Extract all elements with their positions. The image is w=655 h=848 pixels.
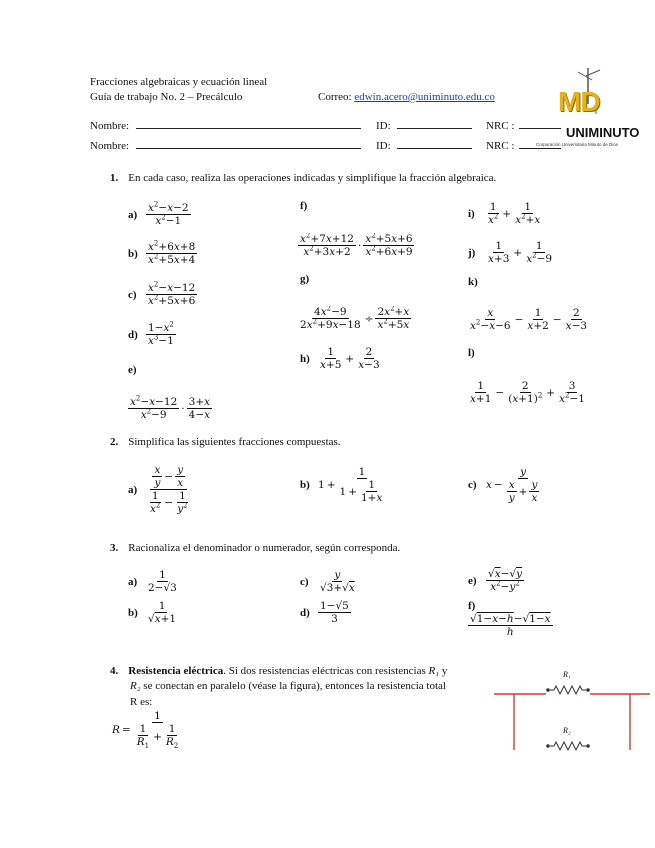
section-4-line3 bbox=[130, 696, 152, 708]
id-row-1 bbox=[376, 118, 472, 132]
section-4-text2: se conectan en paralelo (véase la figura), entonces la resistencia total bbox=[143, 680, 446, 692]
name-row-2 bbox=[90, 138, 361, 152]
fraction: $\frac{x^2-x-12}{x^2+5x+6}$ bbox=[148, 280, 196, 308]
circuit-right-wire bbox=[630, 694, 650, 750]
problem-1i: i) $\frac{1}{x^2}$ + $\frac{1}{x^2+x}$ bbox=[468, 201, 541, 227]
problem-3b bbox=[128, 600, 178, 625]
section-1-text: En cada caso, realiza las operaciones indicadas y simplifique la fracción algebraica. bbox=[128, 172, 497, 184]
problem-3f bbox=[468, 613, 553, 638]
parallel-resistance-formula: R = 1 $\frac{1}{R_1}$ + $\frac{1}{R_2}$ bbox=[112, 710, 182, 750]
problem-label: e) bbox=[468, 574, 477, 587]
section-4-text3: R es: bbox=[130, 696, 153, 708]
fraction: $\frac{x^2+5x+6}{x^2+6x+9}$ bbox=[365, 233, 413, 259]
fraction: $\frac{1}{x^2}$ bbox=[150, 490, 161, 516]
logo-letters: MD bbox=[558, 86, 600, 117]
resistor-r2 bbox=[550, 742, 586, 750]
compound-fraction: 1 $\frac{1}{R_1}$ + $\frac{1}{R_2}$ bbox=[136, 710, 179, 751]
fraction: $\frac{1}{y^2}$ bbox=[177, 490, 188, 516]
section-3-heading bbox=[110, 542, 400, 554]
fraction: $\frac{x}{x^2-x-6}$ bbox=[470, 307, 511, 333]
fraction: $\frac{1}{x+5}$ bbox=[320, 346, 342, 372]
problem-1k: $\frac{x}{x^2-x-6}$ − $\frac{1}{x+2}$ − $\frac{2}{x-3}$ bbox=[470, 307, 588, 333]
problem-1g: $\frac{4x^2-9}{2x^2+9x-18}$ ÷ $\frac{2x^2+x}{x^2+5x}$ bbox=[300, 306, 410, 332]
problem-label: g) bbox=[300, 273, 310, 285]
fraction: $\frac{2}{(x+1)^2}$ bbox=[508, 380, 543, 406]
problem-3c bbox=[300, 569, 357, 594]
r1-symbol: R₁ bbox=[428, 665, 440, 677]
section-3-number: 3. bbox=[110, 542, 119, 554]
problem-1l-label bbox=[468, 347, 486, 359]
fraction: $\frac{2}{x-3}$ bbox=[358, 346, 380, 372]
problem-3d bbox=[300, 600, 351, 625]
fraction: $\frac{1}{x^2-9}$ bbox=[526, 240, 553, 266]
problem-1g-label bbox=[300, 273, 318, 285]
problem-label: f) bbox=[468, 600, 476, 612]
id-row-2 bbox=[376, 138, 472, 152]
email-row bbox=[318, 91, 495, 103]
circuit-graphic bbox=[494, 670, 650, 752]
problem-label: c) bbox=[468, 479, 477, 492]
problem-1k-label bbox=[468, 276, 486, 288]
section-2-number: 2. bbox=[110, 436, 119, 448]
problem-label: e) bbox=[128, 364, 137, 376]
problem-label: c) bbox=[128, 288, 137, 301]
problem-label: b) bbox=[128, 247, 138, 260]
resistor-r1 bbox=[550, 686, 586, 694]
fraction: $\frac{1}{x+1}$ bbox=[470, 380, 492, 406]
section-2-text: Simplifica las siguientes fracciones compuestas. bbox=[128, 436, 341, 448]
nrc-label: NRC : bbox=[486, 120, 515, 132]
fraction: $\frac{x^2-x-12}{x^2-9}$ bbox=[130, 394, 178, 422]
section-3-text: Racionaliza el denominador o numerador, según corresponda. bbox=[128, 542, 401, 554]
problem-1l: $\frac{1}{x+1}$ − $\frac{2}{(x+1)^2}$ + $\frac{3}{x^2-1}$ bbox=[470, 380, 585, 406]
name-label: Nombre: bbox=[90, 140, 130, 152]
name-label: Nombre: bbox=[90, 120, 130, 132]
section-4-y: y bbox=[441, 665, 448, 677]
fraction: $\frac{1}{x+2}$ bbox=[527, 307, 549, 333]
id-label: ID: bbox=[376, 120, 391, 132]
section-1-number: 1. bbox=[110, 172, 119, 184]
fraction: $\frac{y}{x}$ bbox=[531, 479, 538, 505]
fraction: $\frac{1}{R_1}$ bbox=[136, 723, 150, 751]
problem-1b bbox=[128, 241, 197, 266]
circuit-left-wire bbox=[494, 694, 514, 750]
problem-label: d) bbox=[128, 328, 138, 341]
section-4-line2 bbox=[130, 680, 446, 692]
problem-1e: $\frac{x^2-x-12}{x^2-9}$ · $\frac{3+x}{4-x}$ bbox=[130, 394, 211, 422]
compound-fraction: y $\frac{x}{y}$ + $\frac{y}{x}$ bbox=[508, 466, 538, 505]
problem-1f: $\frac{x^2+7x+12}{x^2+3x+2}$ · $\frac{x^2+5x+6}{x^2+6x+9}$ bbox=[300, 233, 413, 259]
problem-2a bbox=[128, 464, 192, 515]
problem-label: c) bbox=[300, 575, 309, 588]
problem-1h: h) $\frac{1}{x+5}$ + $\frac{2}{x-3}$ bbox=[300, 346, 380, 372]
fraction: $\frac{1}{√x+1}$ bbox=[148, 600, 177, 626]
problem-label: l) bbox=[468, 347, 475, 359]
fraction: $\frac{x^2-x-2}{x^2-1}$ bbox=[148, 200, 189, 228]
uniminuto-logo bbox=[536, 66, 648, 156]
fraction: $\frac{x}{y}$ bbox=[508, 479, 515, 505]
email-label: Correo: bbox=[318, 91, 352, 103]
problem-label: d) bbox=[300, 606, 310, 619]
email-link[interactable]: edwin.acero@uniminuto.edu.co bbox=[354, 91, 495, 103]
fraction: $\frac{1}{x^2+x}$ bbox=[515, 201, 541, 227]
id-label: ID: bbox=[376, 140, 391, 152]
fraction: $\frac{x}{y}$ bbox=[154, 464, 161, 490]
problem-label: b) bbox=[300, 479, 310, 492]
problem-1c bbox=[128, 282, 197, 307]
fraction: $\frac{1}{x+3}$ bbox=[488, 240, 510, 266]
problem-label: j) bbox=[468, 246, 476, 259]
problem-1j: j) $\frac{1}{x+3}$ + $\frac{1}{x^2-9}$ bbox=[468, 240, 553, 266]
section-4-text1: . Si dos resistencias eléctricas con resistencias bbox=[223, 665, 426, 677]
id-field[interactable] bbox=[397, 138, 472, 149]
name-row-1 bbox=[90, 118, 361, 132]
problem-label: b) bbox=[128, 606, 138, 619]
fraction: $\frac{x^2+6x+8}{x^2+5x+4}$ bbox=[148, 239, 196, 267]
worksheet-topic: Fracciones algebraicas y ecuación lineal bbox=[90, 76, 268, 88]
fraction: $\frac{1}{2-√3}$ bbox=[148, 569, 177, 595]
nrc-label: NRC : bbox=[486, 140, 515, 152]
problem-3e bbox=[468, 568, 524, 593]
problem-1f-label bbox=[300, 200, 318, 212]
problem-label: a) bbox=[128, 483, 138, 496]
fraction: $\frac{1}{R_2}$ bbox=[165, 723, 179, 751]
section-1-heading bbox=[110, 172, 496, 184]
circuit-r1-label: R₁ bbox=[563, 670, 571, 679]
fraction: $\frac{1-x^2}{x^3-1}$ bbox=[148, 320, 174, 348]
problem-3a bbox=[128, 569, 179, 594]
fraction: $\frac{x^2+7x+12}{x^2+3x+2}$ bbox=[300, 233, 354, 259]
compound-fraction: $\frac{x}{y}$ − $\frac{y}{x}$ $\frac{1}{x^2}$ − $\frac{1}{y^2}$ bbox=[150, 464, 188, 516]
problem-1e-label bbox=[128, 364, 146, 376]
fraction: $\frac{3+x}{4-x}$ bbox=[188, 396, 211, 422]
id-field[interactable] bbox=[397, 118, 472, 129]
problem-label: k) bbox=[468, 276, 478, 288]
name-field[interactable] bbox=[136, 138, 361, 149]
problem-label: i) bbox=[468, 207, 475, 220]
fraction: $\frac{1-√5}{3}$ bbox=[320, 600, 349, 626]
section-4-title: Resistencia eléctrica bbox=[128, 665, 224, 677]
fraction: $\frac{1}{x^2}$ bbox=[488, 201, 499, 227]
problem-1a bbox=[128, 202, 191, 227]
fraction: $\frac{3}{x^2-1}$ bbox=[559, 380, 585, 406]
circuit-r2-label: R₂ bbox=[563, 726, 571, 735]
section-4-heading bbox=[110, 663, 484, 680]
problem-1d bbox=[128, 322, 176, 347]
fraction: $\frac{4x^2-9}{2x^2+9x-18}$ bbox=[300, 306, 361, 332]
name-field[interactable] bbox=[136, 118, 361, 129]
fraction: $\frac{2}{x-3}$ bbox=[565, 307, 588, 333]
problem-2b: b) 1 + 1 1 + $\frac{1}{1+x}$ bbox=[300, 466, 386, 504]
r2-symbol: R₂ bbox=[130, 680, 141, 692]
compound-fraction: 1 1 + $\frac{1}{1+x}$ bbox=[339, 466, 383, 505]
fraction: $\frac{2x^2+x}{x^2+5x}$ bbox=[377, 306, 410, 332]
logo-brand: UNIMINUTO bbox=[566, 125, 640, 140]
fraction: $\frac{y}{x}$ bbox=[177, 464, 184, 490]
logo-tagline: Corporación Universitaria Minuto de Dios bbox=[536, 142, 619, 147]
fraction: $\frac{y}{√3+√x}$ bbox=[320, 569, 355, 595]
fraction: $\frac{1}{1+x}$ bbox=[361, 479, 383, 505]
problem-label: a) bbox=[128, 575, 138, 588]
problem-label: h) bbox=[300, 352, 310, 365]
fraction: $\frac{√1-x-h-√1-x}{h}$ bbox=[470, 613, 551, 639]
worksheet-subtitle: Guía de trabajo No. 2 – Precálculo bbox=[90, 91, 243, 103]
problem-label: f) bbox=[300, 200, 308, 212]
problem-3f-label bbox=[468, 600, 486, 612]
fraction: $\frac{√x-√y}{x^2-y^2}$ bbox=[488, 568, 523, 594]
section-2-heading bbox=[110, 436, 341, 448]
problem-2c: c) x − y $\frac{x}{y}$ + $\frac{y}{x}$ bbox=[468, 466, 541, 504]
problem-label: a) bbox=[128, 208, 138, 221]
parallel-circuit-diagram bbox=[494, 670, 650, 752]
section-4-number: 4. bbox=[110, 665, 119, 677]
